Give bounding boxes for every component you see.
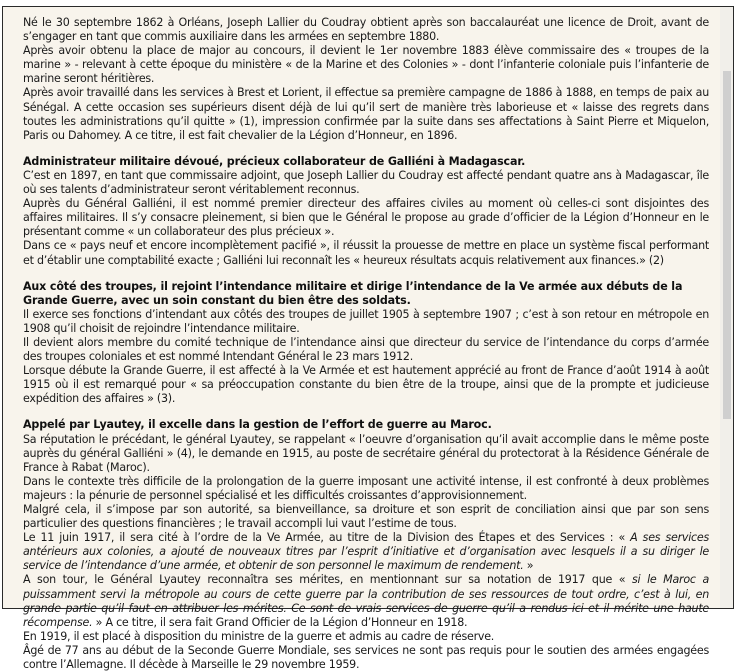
- notation-tail: » A ce titre, il sera fait Grand Officier de la Légion d’Honneur en 1918.: [92, 615, 468, 629]
- paragraph: Dans le contexte très difficile de la prolongation de la guerre imposant une activité intense, il est confronté à deux problèmes majeurs : la pénurie de personnel spécialisé et les difficultés croissantes d’approvisionnement.: [23, 474, 709, 502]
- paragraph: Malgré cela, il s’impose par son autorité, sa bienveillance, sa droiture et son esprit de conciliation ainsi que par son sens particulier des questions financières ; le travail accompli lui vaut l’estime de tous.: [23, 503, 709, 531]
- citation-lead: Le 11 juin 1917, il sera cité à l’ordre de la Ve Armée, au titre de la Division des Étapes et des Services : «: [23, 531, 631, 545]
- paragraph: Après avoir travaillé dans les services à Brest et Lorient, il effectue sa première campagne de 1886 à 1888, en temps de paix au Sénégal. A cette occasion ses supérieurs disent déjà de lui qu’il sert de manière très laborieuse et « laisse des regrets dans toutes les administrations qu’il quitte » (1), impression confirmée par la suite dans ses affectations à Saint Pierre et Miquelon, Paris ou Dahomey. A ce titre, il est fait chevalier de la Légion d’Honneur, en 1896.: [23, 86, 709, 142]
- article-body: [23, 16, 709, 672]
- citation-paragraph: [23, 531, 709, 573]
- section-grande-guerre: [23, 280, 709, 407]
- paragraph: Sa réputation le précédant, le général Lyautey, se rappelant « l’oeuvre d’organisation qu’il avait accomplie dans le même poste auprès du général Galliéni » (4), le demande en 1915, au poste de secrétaire général du protectorat à la Résidence Générale de France à Rabat (Maroc).: [23, 432, 709, 474]
- notation-paragraph: [23, 573, 709, 629]
- paragraph: Après avoir obtenu la place de major au concours, il devient le 1er novembre 1883 élève commissaire des « troupes de la marine » - relevant à cette époque du ministère « de la Marine et des Colonies » - dont l’infanterie coloniale puis l’infanterie de marine seront héritières.: [23, 44, 709, 86]
- notation-quote: si le Maroc a puissamment servi la métropole au cours de cette guerre par la contribution de ses ressources de tout ordre, c’est à lui, en grande partie qu’il faut en attribuer les mérites. Ce sont de vrais services de guerre qu’il a rendus ici et il mérite une haute récompense.: [23, 573, 709, 629]
- section-heading: Administrateur militaire dévoué, précieux collaborateur de Galliéni à Madagascar.: [23, 154, 526, 168]
- citation-tail: »: [523, 559, 534, 573]
- paragraph: Il devient alors membre du comité technique de l’intendance ainsi que directeur du service de l’intendance du corps d’armée des troupes coloniales et est nommé Intendant Général le 23 mars 1912.: [23, 335, 709, 364]
- paragraph: Né le 30 septembre 1862 à Orléans, Joseph Lallier du Coudray obtient après son baccalauréat une licence de Droit, avant de s’engager en tant que commis auxiliaire dans les armées en septembre 1880.: [23, 16, 709, 44]
- section-madagascar: [23, 155, 709, 268]
- section-heading: Appelé par Lyautey, il excelle dans la gestion de l’effort de guerre au Maroc.: [23, 418, 492, 432]
- section-heading: Aux côté des troupes, il rejoint l’intendance militaire et dirige l’intendance de la Ve armée aux débuts de la Grande Guerre, avec un soin constant du bien être des soldats.: [23, 279, 683, 307]
- vertical-scrollbar[interactable]: [720, 7, 733, 608]
- paragraph: Auprès du Général Galliéni, il est nommé premier directeur des affaires civiles au moment où celles-ci sont disjointes des affaires militaires. Il s’y consacre pleinement, si bien que le Général le propose au grade d’officier de la Légion d’Honneur en le présentant comme « un collaborateur des plus précieux ».: [23, 197, 709, 239]
- paragraph: Dans ce « pays neuf et encore incomplètement pacifié », il réussit la prouesse de mettre en place un système fiscal performant et d’établir une comptabilité exacte ; Galliéni lui reconnaît les « heureux résultats acquis relativement aux finances.» (2): [23, 239, 709, 267]
- paragraph: Âgé de 77 ans au début de la Seconde Guerre Mondiale, ses services ne sont pas requis pour le soutien des armées engagées contre l’Allemagne. Il décède à Marseille le 29 novembre 1959.: [23, 643, 709, 672]
- paragraph: En 1919, il est placé à disposition du ministre de la guerre et admis au cadre de réserve.: [23, 629, 495, 643]
- paragraph: Il exerce ses fonctions d’intendant aux côtés des troupes de juillet 1905 à septembre 1907 ; c’est à son retour en métropole en 1908 qu’il choisit de rejoindre l’intendance militaire.: [23, 307, 709, 335]
- intro-section: [23, 16, 709, 143]
- section-maroc: [23, 418, 709, 672]
- article-panel: [2, 6, 734, 672]
- citation-quote: A ses services antérieurs aux colonies, a ajouté de nouveaux titres par l’esprit d’initiative et d’organisation avec lesquels il a su diriger le service de l’intendance d’une armée, et obtenir de son personnel le maximum de rendement.: [23, 531, 710, 573]
- notation-lead: A son tour, le Général Lyautey reconnaîtra ses mérites, en mentionnant sur sa notation de 1917 que «: [23, 573, 632, 587]
- paragraph: C’est en 1897, en tant que commissaire adjoint, que Joseph Lallier du Coudray est affecté pendant quatre ans à Madagascar, île où ses talents d’administrateur seront véritablement reconnus.: [23, 168, 709, 197]
- paragraph: Lorsque débute la Grande Guerre, il est affecté à la Ve Armée et est hautement apprécié au front de France d’août 1914 à août 1915 où il est remarqué pour « sa préoccupation constante du bien être de la troupe, ainsi que de la prompte et judicieuse expédition des affaires » (3).: [23, 364, 709, 406]
- scrollbar-thumb[interactable]: [723, 71, 731, 419]
